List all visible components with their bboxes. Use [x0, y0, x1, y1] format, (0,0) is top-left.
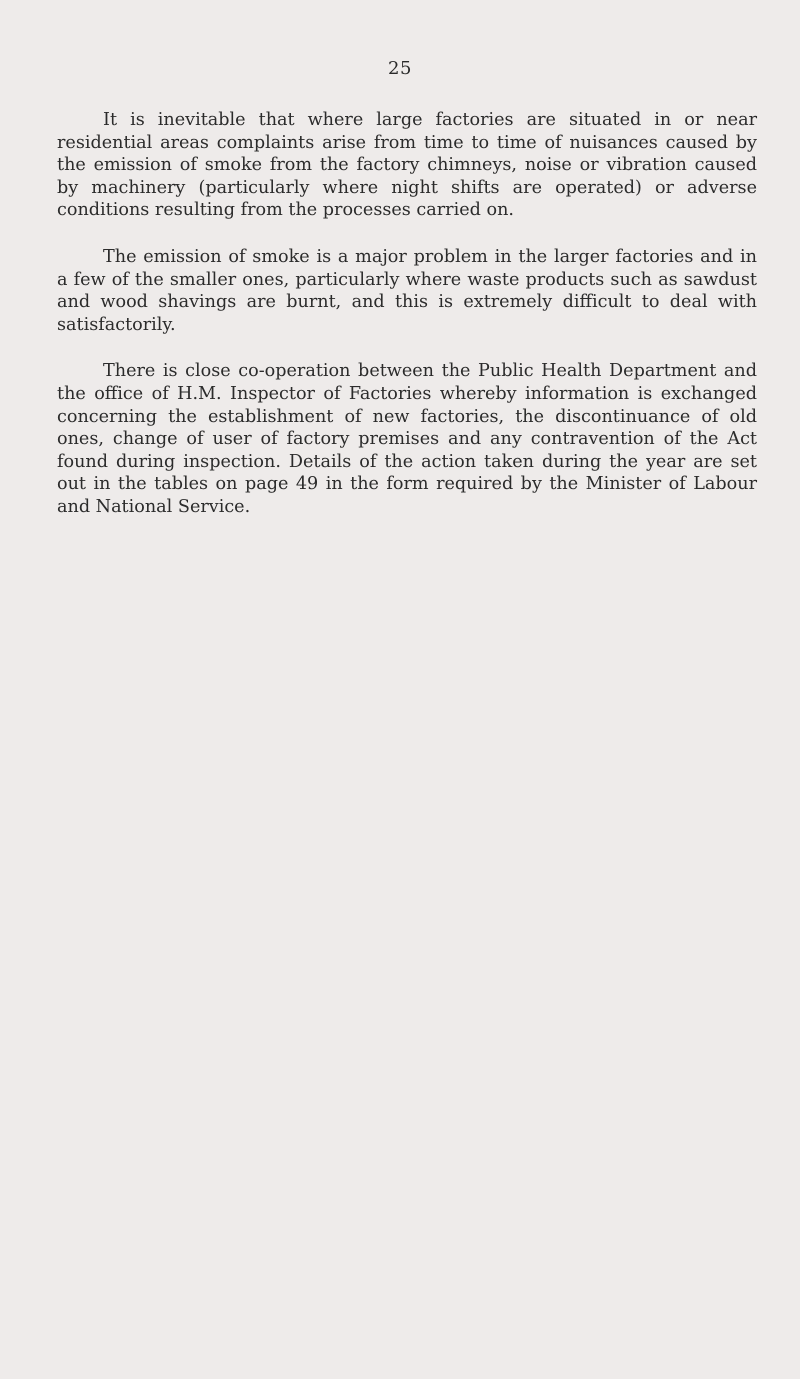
- body-text: [57, 109, 757, 543]
- paragraph-smoke-emission: The emission of smoke is a major problem in the larger factories and in a few of the smaller ones, particularly where waste products such as sawdust and wood shavings are burnt, and this is extremely difficult to deal with satisfactorily.: [57, 246, 757, 335]
- paragraph-co-operation: There is close co-operation between the Public Health Department and the office of H.M. Inspector of Factories whereby information is exchanged concerning the establishment of new factories, the discontinuance of old ones, change of user of factory premises and any contravention of the Act found during inspection. Details of the action taken during the year are set out in the tables on page 49 in the form required by the Minister of Labour and National Service.: [57, 361, 757, 517]
- page-number: 25: [388, 58, 412, 79]
- paragraph-factory-complaints: It is inevitable that where large factories are situated in or near residential areas complaints arise from time to time of nuisances caused by the emission of smoke from the factory chimneys, noise or vibration caused by machinery (particularly where night shifts are operated) or adverse conditions resulting from the processes carried on.: [57, 110, 757, 221]
